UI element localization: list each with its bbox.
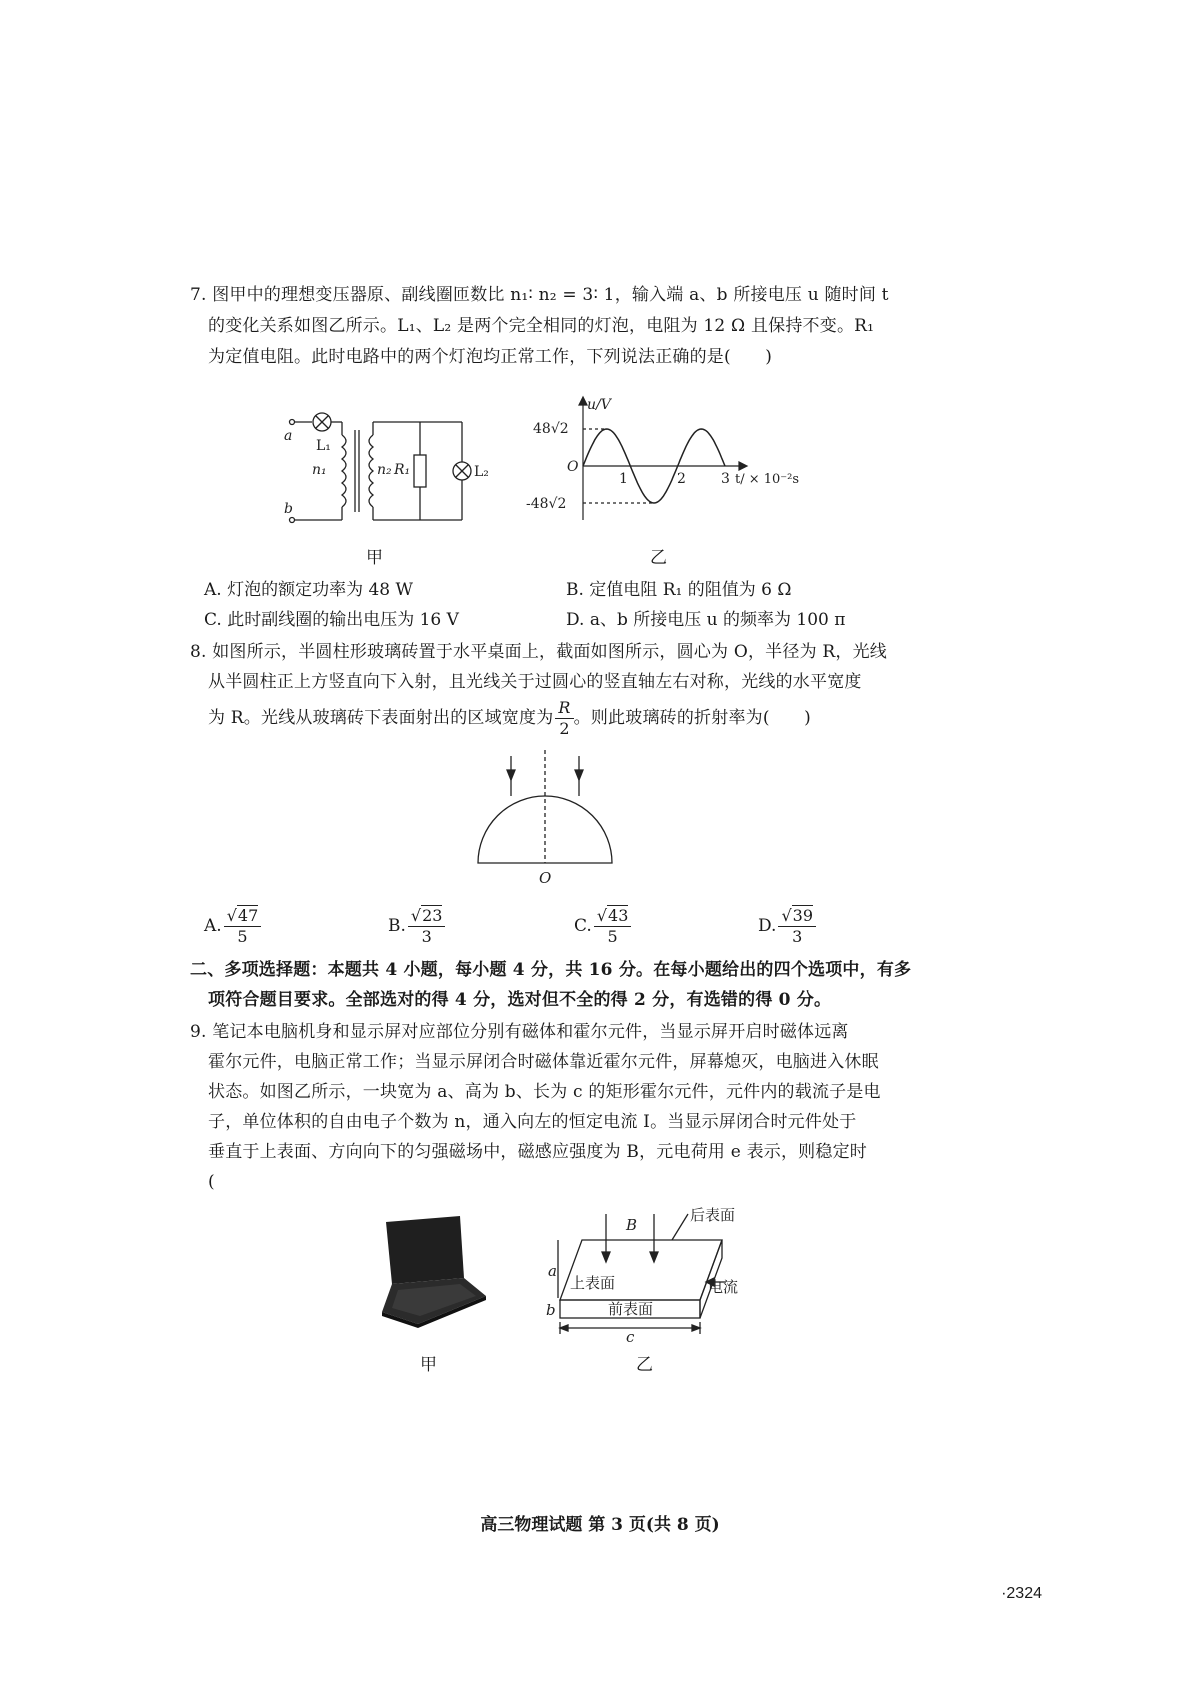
q8-option-a xyxy=(204,906,261,947)
fraction-numerator: √47 xyxy=(224,906,262,927)
q7-line-2: 的变化关系如图乙所示。L₁、L₂ 是两个完全相同的灯泡，电阻为 12 Ω 且保持不变。R₁ xyxy=(208,316,875,336)
option-fraction xyxy=(408,906,446,947)
q7-caption-jia: 甲 xyxy=(366,548,383,568)
q7-option-b: B. 定值电阻 R₁ 的阻值为 6 Ω xyxy=(566,580,792,600)
section2-line-2: 项符合题目要求。全部选对的得 4 分，选对但不全的得 2 分，有选错的得 0 分。 xyxy=(208,990,832,1010)
q8-line-2: 从半圆柱正上方竖直向下入射，且光线关于过圆心的竖直轴左右对称，光线的水平宽度 xyxy=(208,672,862,692)
q9-line-6: ( xyxy=(208,1172,215,1192)
q8-option-d xyxy=(758,906,816,947)
page-code: ·2324 xyxy=(1001,1585,1042,1602)
voltage-time-graph xyxy=(525,395,825,525)
radicand: 23 xyxy=(422,906,443,925)
option-letter: D. xyxy=(758,916,777,936)
q8-option-c xyxy=(574,906,631,947)
x-axis-label: t/ × 10⁻²s xyxy=(735,472,800,487)
section2-line-1: 二、多项选择题：本题共 4 小题，每小题 4 分，共 16 分。在每小题给出的四个选项中，有多 xyxy=(190,960,912,980)
option-letter: A. xyxy=(204,916,222,936)
q9-line-1: 9. 笔记本电脑机身和显示屏对应部位分别有磁体和霍尔元件，当显示屏开启时磁体远离 xyxy=(190,1022,849,1042)
n1-label: n₁ xyxy=(312,462,327,478)
tick-1-label: 1 xyxy=(619,471,628,487)
center-o-label: O xyxy=(539,869,552,887)
r1-label: R₁ xyxy=(394,462,411,478)
option-fraction xyxy=(778,906,816,947)
q7-caption-yi: 乙 xyxy=(650,548,667,568)
q8-line-3-post: 。则此玻璃砖的折射率为( ) xyxy=(573,708,811,728)
terminal-b-label: b xyxy=(284,501,293,517)
height-b-label: b xyxy=(546,1301,556,1319)
page-footer: 高三物理试题 第 3 页(共 8 页) xyxy=(480,1515,720,1535)
fraction-numerator: √43 xyxy=(594,906,632,927)
width-a-label: a xyxy=(548,1262,557,1280)
semicircle-glass-diagram xyxy=(470,750,620,890)
q9-line-2: 霍尔元件，电脑正常工作；当显示屏闭合时磁体靠近霍尔元件，屏幕熄灭，电脑进入休眠 xyxy=(208,1052,879,1072)
fraction-denominator: 5 xyxy=(607,927,618,946)
y-axis-label: u/V xyxy=(587,397,611,413)
q8-option-b xyxy=(388,906,445,947)
option-letter: B. xyxy=(388,916,406,936)
q9-line-4: 子，单位体积的自由电子个数为 n，通入向左的恒定电流 I。当显示屏闭合时元件处于 xyxy=(208,1112,857,1132)
fraction-denominator: 5 xyxy=(237,927,248,946)
fraction-denominator: 3 xyxy=(792,927,803,946)
fraction-denominator: 2 xyxy=(559,719,570,738)
fraction-numerator: √39 xyxy=(778,906,816,927)
option-fraction xyxy=(224,906,262,947)
laptop-photo xyxy=(368,1212,498,1332)
n2-label: n₂ xyxy=(377,462,392,478)
lamp-l2-label: L₂ xyxy=(474,464,489,480)
fraction-r-over-2 xyxy=(555,698,573,739)
q9-caption-yi: 乙 xyxy=(636,1355,653,1375)
fraction-denominator: 3 xyxy=(421,927,432,946)
current-label: 电流 xyxy=(708,1278,739,1296)
y-max-label: 48√2 xyxy=(533,421,569,437)
q7-option-d: D. a、b 所接电压 u 的频率为 100 π xyxy=(566,610,846,630)
y-min-label: -48√2 xyxy=(526,496,567,512)
q7-option-a: A. 灯泡的额定功率为 48 W xyxy=(204,580,413,600)
fraction-numerator: R xyxy=(555,698,573,719)
q7-line-3: 为定值电阻。此时电路中的两个灯泡均正常工作，下列说法正确的是( ) xyxy=(208,347,773,367)
radicand: 43 xyxy=(608,906,629,925)
option-letter: C. xyxy=(574,916,592,936)
q9-caption-jia: 甲 xyxy=(420,1355,437,1375)
origin-label: O xyxy=(567,459,579,475)
q8-line-3 xyxy=(208,696,811,740)
terminal-a-label: a xyxy=(284,428,293,444)
transformer-circuit-diagram xyxy=(280,400,510,535)
q9-line-5: 垂直于上表面、方向向下的匀强磁场中，磁感应强度为 B，元电荷用 e 表示，则稳定时 xyxy=(208,1142,867,1162)
radicand: 47 xyxy=(237,906,259,925)
front-surface-label: 前表面 xyxy=(608,1300,654,1318)
q8-line-1: 8. 如图所示，半圆柱形玻璃砖置于水平桌面上，截面如图所示，圆心为 O，半径为 R，光线 xyxy=(190,642,887,662)
radicand: 39 xyxy=(792,906,813,925)
hall-element-diagram xyxy=(522,1200,772,1345)
tick-2-label: 2 xyxy=(677,471,686,487)
length-c-label: c xyxy=(626,1328,635,1345)
magnetic-field-b-label: B xyxy=(626,1216,638,1234)
q9-line-3: 状态。如图乙所示，一块宽为 a、高为 b、长为 c 的矩形霍尔元件，元件内的载流子是电 xyxy=(208,1082,881,1102)
q7-line-1: 7. 图甲中的理想变压器原、副线圈匝数比 n₁∶ n₂ = 3∶ 1，输入端 a、b 所接电压 u 随时间 t xyxy=(190,285,889,305)
lamp-l1-label: L₁ xyxy=(316,438,331,454)
back-surface-label: 后表面 xyxy=(690,1206,736,1224)
q8-line-3-pre: 为 R。光线从玻璃砖下表面射出的区域宽度为 xyxy=(208,708,554,728)
q7-option-c: C. 此时副线圈的输出电压为 16 V xyxy=(204,610,459,630)
option-fraction xyxy=(594,906,632,947)
fraction-numerator: √23 xyxy=(408,906,446,927)
tick-3-label: 3 xyxy=(721,471,730,487)
top-surface-label: 上表面 xyxy=(570,1274,616,1292)
